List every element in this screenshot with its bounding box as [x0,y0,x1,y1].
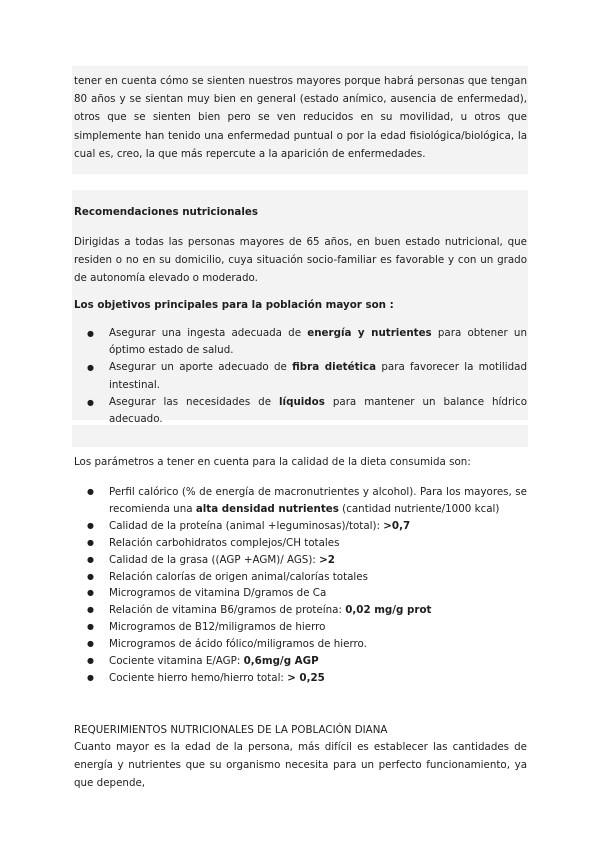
list-item: ● Microgramos de ácido fólico/miligramos de hierro. [74,636,527,653]
list-item: ● Asegurar un aporte adecuado de fibra dietética para favorecer la motilidad intestinal. [74,359,527,393]
list-item: ● Asegurar una ingesta adecuada de energía y nutrientes para obtener un óptimo estado de salud. [74,325,527,359]
list-item: ● Asegurar las necesidades de líquidos para mantener un balance hídrico adecuado. [74,394,527,428]
recomendaciones-title: Recomendaciones nutricionales [74,206,259,218]
list-item: ● Relación de vitamina B6/gramos de proteína: 0,02 mg/g prot [74,602,527,619]
list-item: ● Perfil calórico (% de energía de macronutrientes y alcohol). Para los mayores, se recomienda una alta densidad nutrientes (cantidad nutriente/1000 kcal) [74,484,527,518]
list-item: ● Cociente vitamina E/AGP: 0,6mg/g AGP [74,653,527,670]
recomendaciones-paragraph: Dirigidas a todas las personas mayores de 65 años, en buen estado nutricional, que residen o no en su domicilio, cuya situación socio-familiar es favorable y con un grado de autonomía elevado o moderado. [74,236,527,285]
list-item: ● Calidad de la proteína (animal +leguminosas)/total): >0,7 [74,518,527,535]
parametros-list [74,484,527,687]
list-item: ● Microgramos de B12/miligramos de hierro [74,619,527,636]
list-item: ● Relación carbohidratos complejos/CH totales [74,535,527,552]
list-item: ● Relación calorías de origen animal/calorías totales [74,569,527,586]
parametros-intro: Los parámetros a tener en cuenta para la calidad de la dieta consumida son: [74,456,471,468]
list-item: ● Microgramos de vitamina D/gramos de Ca [74,585,527,602]
requerimientos-title: REQUERIMIENTOS NUTRICIONALES DE LA POBLACIÓN DIANA [74,724,388,736]
list-item: ● Cociente hierro hemo/hierro total: > 0,25 [74,670,527,687]
objetivos-list [74,325,527,428]
shaded-block-parametros [72,425,528,447]
list-item: ● Calidad de la grasa ((AGP +AGM)/ AGS): >2 [74,552,527,569]
intro-paragraph: tener en cuenta cómo se sienten nuestros mayores porque habrá personas que tengan 80 años y se sientan muy bien en general (estado anímico, ausencia de enfermedad), otros que se sienten bien pero se ven reducidos en su movilidad, u otros que simplemente han tenido una enfermedad puntual o por la edad fisiológica/biológica, la cual es, creo, la que más repercute a la aparición de enfermedades. [74,75,527,160]
requerimientos-paragraph: Cuanto mayor es la edad de la persona, más difícil es establecer las cantidades de energía y nutrientes que su organismo necesita para un perfecto funcionamiento, ya que depende, [74,741,527,790]
objetivos-title: Los objetivos principales para la población mayor son : [74,299,394,311]
